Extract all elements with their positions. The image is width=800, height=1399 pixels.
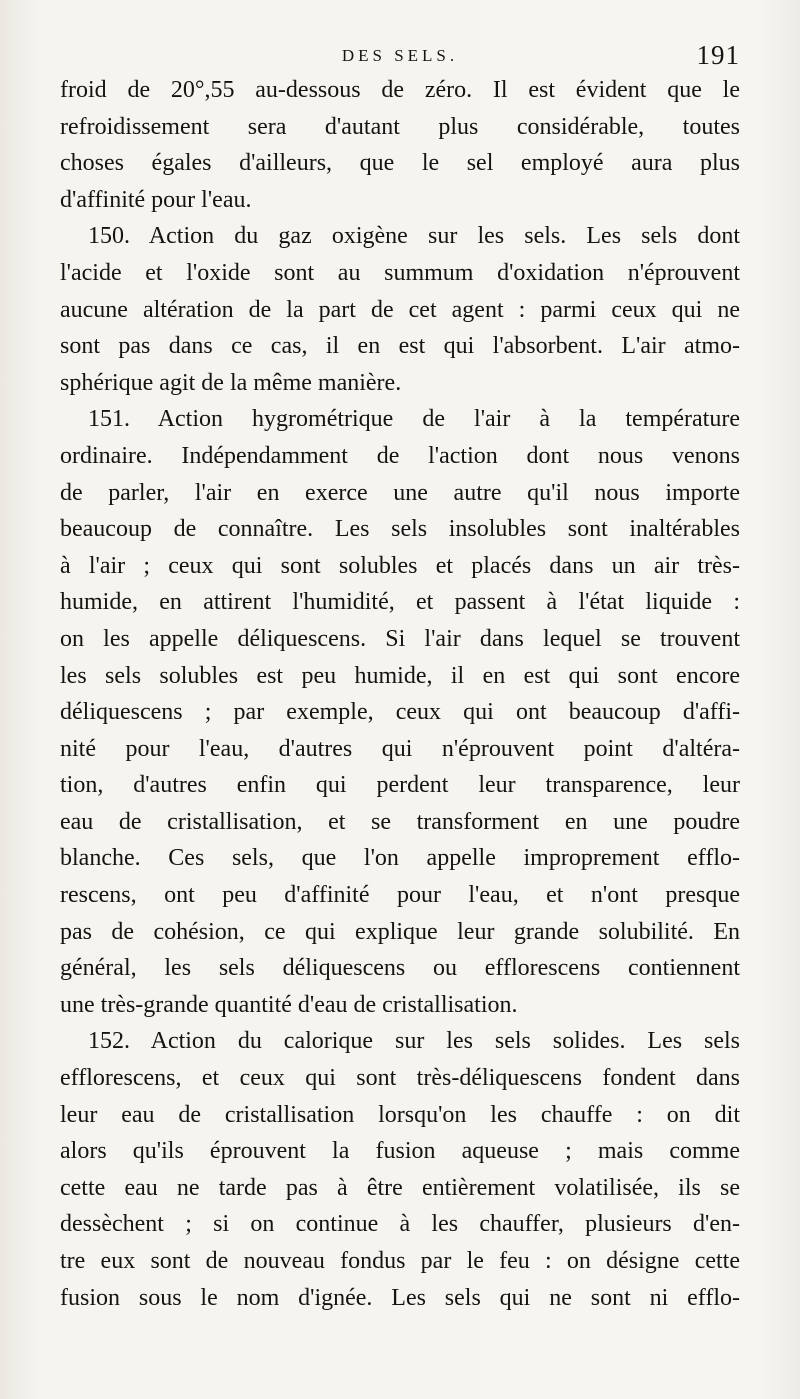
text-line: nité pour l'eau, d'autres qui n'éprouvent point d'altéra-	[60, 735, 740, 762]
text-line: efflorescens, et ceux qui sont très-déliquescens fondent dans	[60, 1065, 740, 1092]
text-line: dessèchent ; si on continue à les chauffer, plusieurs d'en-	[60, 1211, 740, 1238]
section-150-heading-line: 150. Action du gaz oxigène sur les sels. Les sels dont	[88, 223, 740, 250]
section-151-heading-line: 151. Action hygrométrique de l'air à la température	[88, 406, 740, 433]
text-line: sont pas dans ce cas, il en est qui l'absorbent. L'air atmo-	[60, 333, 740, 360]
text-line: eau de cristallisation, et se transforment en une poudre	[60, 808, 740, 835]
text-line: beaucoup de connaître. Les sels insolubles sont inaltérables	[60, 516, 740, 543]
page-number: 191	[696, 40, 740, 70]
body-text	[60, 72, 740, 1316]
text-line: fusion sous le nom d'ignée. Les sels qui ne sont ni efflo-	[60, 1284, 740, 1311]
text-line: sphérique agit de la même manière.	[60, 369, 402, 396]
text-line: pas de cohésion, ce qui explique leur grande solubilité. En	[60, 918, 740, 945]
section-152-heading-line: 152. Action du calorique sur les sels solides. Les sels	[88, 1028, 740, 1055]
text-line: d'affinité pour l'eau.	[60, 186, 252, 213]
text-line: cette eau ne tarde pas à être entièrement volatilisée, ils se	[60, 1174, 740, 1201]
text-line: tion, d'autres enfin qui perdent leur transparence, leur	[60, 772, 740, 799]
text-line: de parler, l'air en exerce une autre qu'il nous importe	[60, 479, 740, 506]
text-line: ordinaire. Indépendamment de l'action dont nous venons	[60, 442, 740, 469]
text-line: tre eux sont de nouveau fondus par le feu : on désigne cette	[60, 1248, 740, 1274]
text-line: rescens, ont peu d'affinité pour l'eau, et n'ont presque	[60, 882, 740, 909]
text-line: blanche. Ces sels, que l'on appelle improprement efflo-	[60, 845, 740, 872]
text-line: à l'air ; ceux qui sont solubles et placés dans un air très-	[60, 552, 740, 579]
text-line: froid de 20°,55 au-dessous de zéro. Il est évident que le	[60, 77, 740, 103]
text-line: refroidissement sera d'autant plus considérable, toutes	[60, 113, 740, 140]
text-line: choses égales d'ailleurs, que le sel employé aura plus	[60, 150, 740, 177]
running-title: DES SELS.	[341, 46, 459, 65]
text-line: leur eau de cristallisation lorsqu'on les chauffe : on dit	[60, 1101, 740, 1128]
text-line: on les appelle déliquescens. Si l'air dans lequel se trouvent	[60, 625, 740, 652]
text-line: aucune altération de la part de cet agent : parmi ceux qui ne	[60, 296, 740, 323]
text-line: général, les sels déliquescens ou efflorescens contiennent	[60, 955, 740, 982]
text-line: alors qu'ils éprouvent la fusion aqueuse ; mais comme	[60, 1138, 740, 1165]
text-line: déliquescens ; par exemple, ceux qui ont beaucoup d'affi-	[60, 699, 740, 726]
text-line: l'acide et l'oxide sont au summum d'oxidation n'éprouvent	[60, 259, 740, 286]
text-line: humide, en attirent l'humidité, et passent à l'état liquide :	[60, 589, 740, 616]
text-line: les sels solubles est peu humide, il en est qui sont encore	[60, 662, 740, 689]
text-line: une très-grande quantité d'eau de cristallisation.	[60, 991, 518, 1018]
